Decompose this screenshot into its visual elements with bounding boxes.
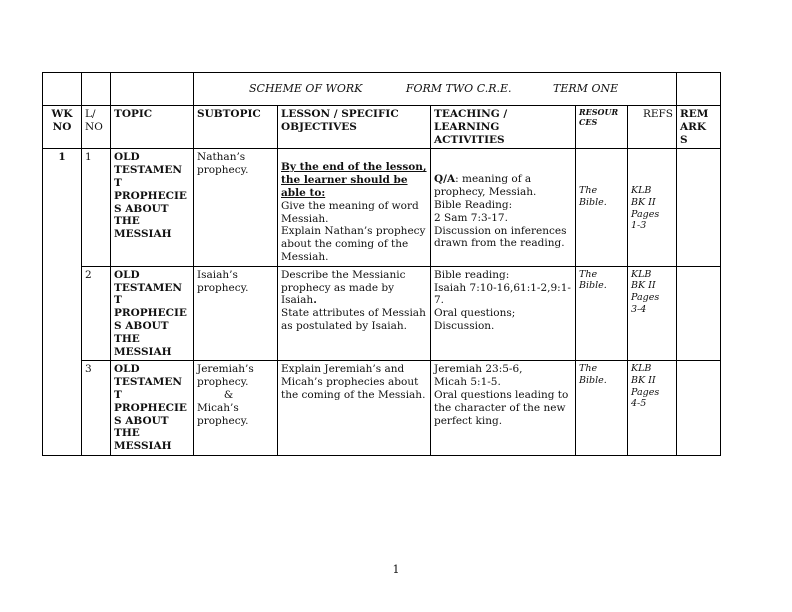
subtopic-cell: Isaiah’s prophecy. (194, 266, 278, 361)
objectives-text: Give the meaning of word Messiah. Explain Nathan’s prophecy about the coming of the Messiah. (281, 199, 426, 263)
objectives-text-a: Describe the Messianic prophecy as made by Isaiah (281, 268, 406, 307)
resources-cell: The Bible. (576, 266, 628, 361)
header-topic: TOPIC (111, 106, 194, 149)
refs-cell: KLB BK II Pages 4-5 (628, 361, 677, 456)
header-wk: WK NO (43, 106, 82, 149)
title-term: TERM ONE (553, 82, 619, 96)
table-row (43, 361, 721, 456)
objectives-dot: . (313, 294, 317, 307)
refs-cell: KLB BK II Pages 3-4 (628, 266, 677, 361)
header-objectives: LESSON / SPECIFIC OBJECTIVES (278, 106, 431, 149)
remarks-cell (677, 266, 721, 361)
title-form: FORM TWO C.R.E. (405, 82, 512, 96)
objectives-cell (278, 149, 431, 266)
header-activities: TEACHING / LEARNING ACTIVITIES (431, 106, 576, 149)
lesson-number: 3 (82, 361, 111, 456)
subtopic-cell: Nathan’s prophecy. (194, 149, 278, 266)
title-blank-remarks (677, 73, 721, 106)
resources-text: The Bible. (579, 185, 607, 208)
document-title (194, 73, 677, 106)
subtopic-text-b: Micah’s prophecy. (197, 401, 249, 427)
header-refs: REFS (628, 106, 677, 149)
title-blank-wk (43, 73, 82, 106)
week-number: 1 (43, 149, 82, 456)
subtopic-text-a: Jeremiah’s prophecy. (197, 363, 254, 389)
remarks-cell (677, 149, 721, 266)
objectives-text-b: State attributes of Messiah as postulated by Isaiah. (281, 307, 426, 332)
title-scheme: SCHEME OF WORK (249, 82, 363, 96)
table-row (43, 266, 721, 361)
activities-text: : meaning of a prophecy, Messiah. Bible Reading: 2 Sam 7:3-17. Discussion on inferences drawn from the reading. (434, 173, 567, 250)
header-subtopic: SUBTOPIC (194, 106, 278, 149)
resources-cell (576, 149, 628, 266)
lesson-number: 2 (82, 266, 111, 361)
topic-cell: OLD TESTAMEN T PROPHECIE S ABOUT THE MESSIAH (111, 266, 194, 361)
topic-cell: OLD TESTAMEN T PROPHECIE S ABOUT THE MESSIAH (111, 361, 194, 456)
objectives-cell (278, 266, 431, 361)
header-resources: RESOUR CES (576, 106, 628, 149)
header-row (43, 106, 721, 149)
header-remarks: REM ARK S (677, 106, 721, 149)
remarks-cell (677, 361, 721, 456)
objectives-cell: Explain Jeremiah’s and Micah’s prophecies about the coming of the Messiah. (278, 361, 431, 456)
header-lno: L/ NO (82, 106, 111, 149)
topic-cell: OLD TESTAMEN T PROPHECIE S ABOUT THE MESSIAH (111, 149, 194, 266)
activities-cell: Bible reading: Isaiah 7:10-16,61:1-2,9:1-7. Oral questions; Discussion. (431, 266, 576, 361)
activities-label: Q/A (434, 173, 456, 186)
title-blank-lno (82, 73, 111, 106)
refs-text: KLB BK II Pages 1-3 (631, 185, 660, 232)
title-blank-topic (111, 73, 194, 106)
title-row (43, 73, 721, 106)
table-row (43, 149, 721, 266)
activities-cell (431, 149, 576, 266)
activities-cell: Jeremiah 23:5-6, Micah 5:1-5. Oral questions leading to the character of the new perfect king. (431, 361, 576, 456)
refs-cell (628, 149, 677, 266)
subtopic-amp: & (223, 388, 234, 401)
lesson-number: 1 (82, 149, 111, 266)
objectives-intro: By the end of the lesson, the learner should be able to: (281, 161, 427, 199)
scheme-of-work-table (42, 72, 721, 456)
resources-cell: The Bible. (576, 361, 628, 456)
page-number: 1 (392, 563, 400, 576)
subtopic-cell (194, 361, 278, 456)
